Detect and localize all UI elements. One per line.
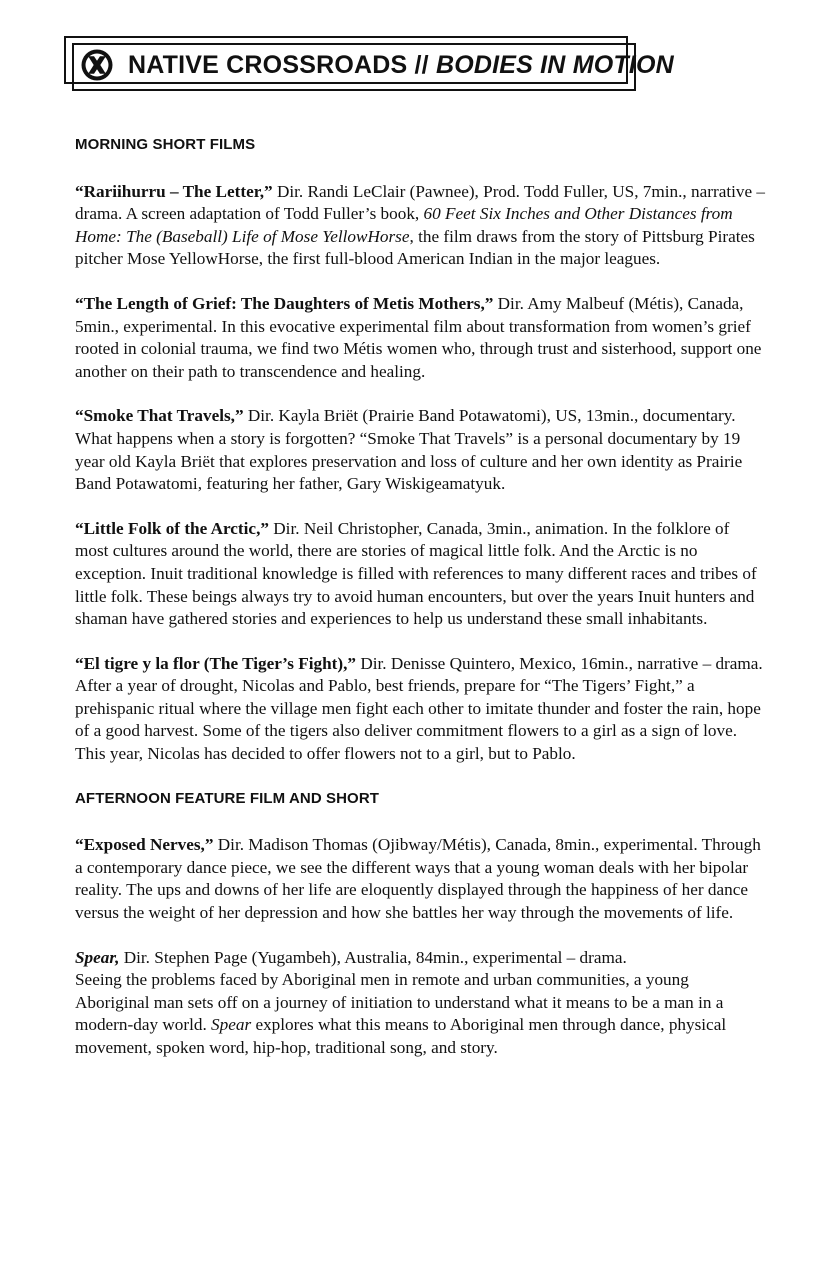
film-title: “Exposed Nerves,” (75, 835, 214, 855)
film-description: Dir. Denisse Quintero, Mexico, 16min., narrative – drama. After a year of drought, Nicolas and Pablo, best friends, prepare for “The Tigers’ Fight,” a prehispanic ritual where the village men fight each other to imitate thunder and foster the rain, hope of a good harvest. Some of the tigers also deliver commitment flowers to a girl as a sign of love. This year, Nicolas has decided to offer flowers not to a girl, but to Pablo. (75, 653, 763, 764)
film-description: Dir. Randi LeClair (Pawnee), Prod. Todd Fuller, US, 7min., narrative – drama. A screen adaptation of Todd Fuller’s book, (75, 181, 765, 224)
film-entry-el-tigre (75, 653, 765, 766)
inline-film-title: Spear (211, 1015, 252, 1035)
film-description-cont: explores what this means to Aboriginal men through dance, physical movement, spoken word, hip-hop, traditional song, and story. (75, 1015, 727, 1057)
film-entry-rariihurru (75, 181, 765, 271)
film-description: Dir. Madison Thomas (Ojibway/Métis), Canada, 8min., experimental. Through a contemporary dance piece, we see the different ways that a young woman deals with her bipolar reality. The ups and downs of her life are eloquently displayed through the happiness of her dance versus the weight of her depression and how she battles her way through the movements of life. (75, 835, 761, 923)
film-title: “Rariihurru – The Letter,” (75, 181, 273, 201)
film-title: “The Length of Grief: The Daughters of Metis Mothers,” (75, 293, 494, 313)
film-entry-exposed-nerves (75, 834, 765, 924)
film-entry-smoke-that-travels (75, 405, 765, 495)
section-heading-morning: MORNING SHORT FILMS (75, 136, 256, 153)
film-description: Dir. Amy Malbeuf (Métis), Canada, 5min., experimental. In this evocative experimental film about transformation from women’s grief rooted in colonial trauma, we find two Métis women who, through trust and sisterhood, support one another on their path to transcendence and healing. (75, 293, 762, 381)
film-credits: Dir. Stephen Page (Yugambeh), Australia, 84min., experimental – drama. (119, 947, 627, 967)
film-description-cont: , the film draws from the story of Pittsburg Pirates pitcher Mose YellowHorse, the first full-blood American Indian in the major leagues. (75, 226, 755, 269)
section-heading-afternoon: AFTERNOON FEATURE FILM AND SHORT (75, 789, 380, 807)
book-title: 60 Feet Six Inches and Other Distances from Home: The (Baseball) Life of Mose YellowHorse (75, 204, 733, 246)
film-description: Dir. Kayla Briët (Prairie Band Potawatomi), US, 13min., documentary. What happens when a story is forgotten? “Smoke That Travels” is a personal documentary by 19 year old Kayla Briët that explores preservation and loss of culture and her own identity as Prairie Band Potawatomi, featuring her father, Gary Wiskigeamatyuk. (75, 406, 743, 494)
film-title: Spear, (75, 947, 120, 967)
film-description: Dir. Neil Christopher, Canada, 3min., animation. In the folklore of most cultures around the world, there are stories of magical little folk. And the Arctic is no exception. Inuit traditional knowledge is filled with references to many different races and tribes of little folk. These beings always try to avoid human encounters, but over the years Inuit hunters and shaman have gathered stories and experiences to help us understand these small inhabitants. (75, 518, 757, 629)
title-program: BODIES IN MOTION (435, 50, 674, 79)
page-title (128, 51, 674, 80)
film-description: Seeing the problems faced by Aboriginal men in remote and urban communities, a young Aboriginal man sets off on a journey of initiation to understand what it means to be a man in a modern-day world. (75, 970, 724, 1035)
film-title: “Little Folk of the Arctic,” (75, 518, 269, 538)
film-entry-spear (75, 947, 765, 1060)
film-title: “El tigre y la flor (The Tiger’s Fight),” (75, 653, 357, 673)
film-entry-little-folk (75, 518, 765, 631)
program-content (75, 134, 765, 1082)
film-entry-length-of-grief (75, 293, 765, 383)
circle-x-logo-icon (80, 48, 114, 82)
title-series: NATIVE CROSSROADS // (128, 50, 429, 79)
film-title: “Smoke That Travels,” (75, 406, 244, 426)
page-header (80, 44, 674, 86)
